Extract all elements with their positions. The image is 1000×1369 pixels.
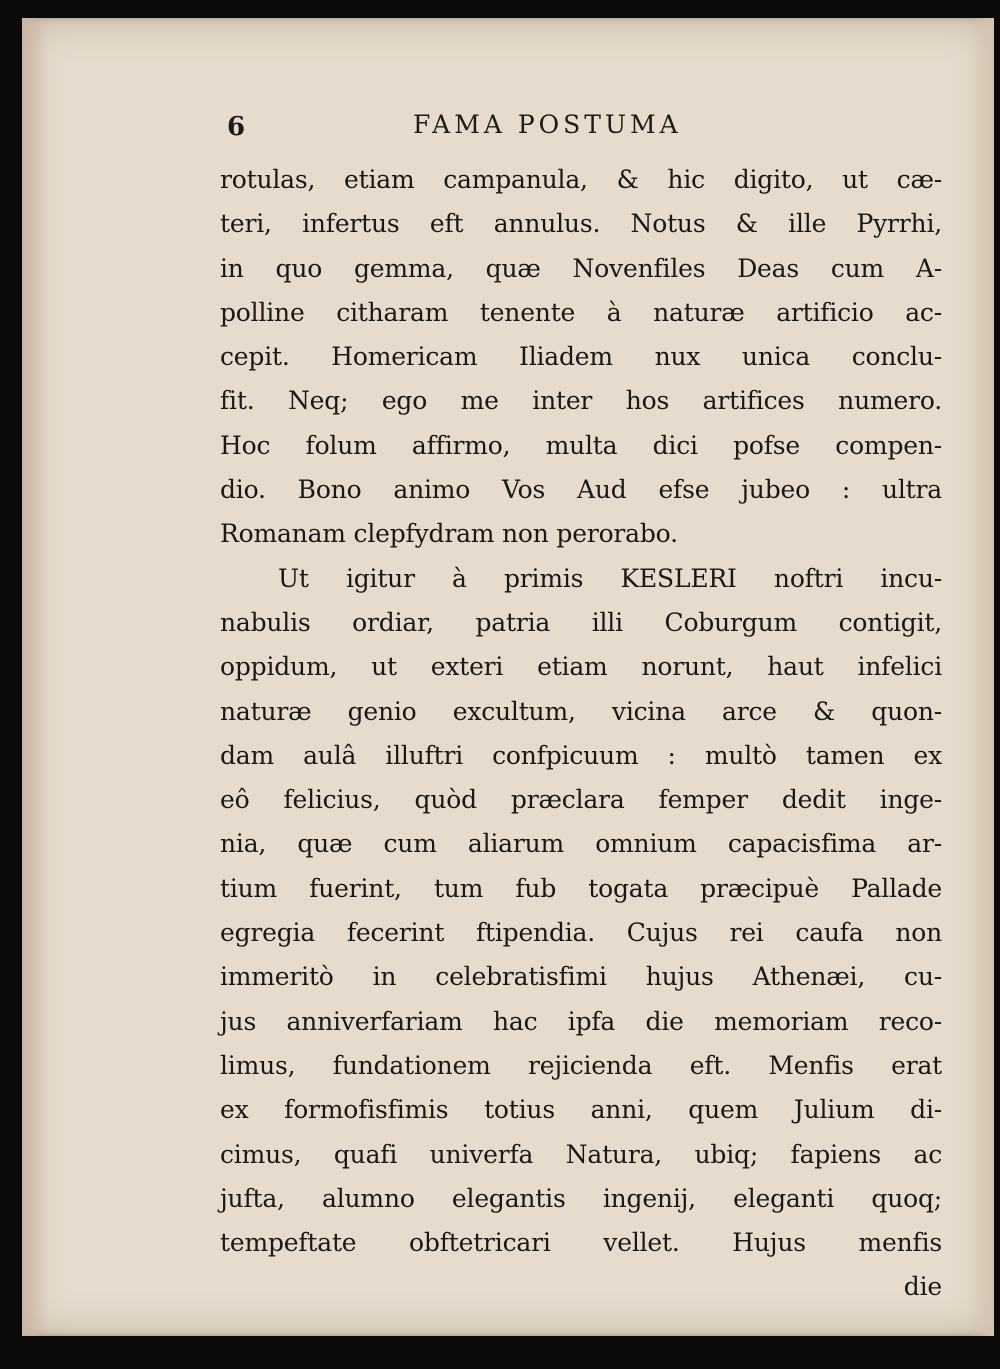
text-line: naturæ genio excultum, vicina arce & quon- (220, 696, 942, 726)
body-text (220, 158, 942, 1310)
text-line: polline citharam tenente à naturæ artificio ac- (220, 297, 942, 327)
text-line: Hoc folum affirmo, multa dici pofse compen- (220, 430, 942, 460)
text-line: Ut igitur à primis KESLERI noftri incu- (278, 563, 942, 593)
text-line: rotulas, etiam campanula, & hic digito, ut cæ- (220, 165, 942, 194)
text-line: tempeftate obftetricari vellet. Hujus menfis (220, 1228, 942, 1258)
text-line: limus, fundationem rejicienda eft. Menfis erat (220, 1050, 942, 1080)
page-edge-shadow (970, 18, 994, 1336)
text-line: cepit. Homericam Iliadem nux unica conclu- (220, 342, 942, 372)
text-line: cimus, quafi univerfa Natura, ubiq; fapiens ac (220, 1139, 942, 1169)
text-line: egregia fecerint ftipendia. Cujus rei caufa non (220, 918, 942, 948)
text-line: oppidum, ut exteri etiam norunt, haut infelici (220, 652, 942, 682)
text-line: teri, infertus eft annulus. Notus & ille Pyrrhi, (220, 209, 942, 239)
text-line: nabulis ordiar, patria illi Coburgum contigit, (220, 607, 942, 637)
text-line: Romanam clepfydram non perorabo. (220, 519, 678, 549)
text-line: dio. Bono animo Vos Aud efse jubeo : ultra (220, 475, 942, 505)
text-line: eô felicius, quòd præclara femper dedit inge- (220, 785, 942, 815)
text-line: in quo gemma, quæ Novenfiles Deas cum A- (220, 253, 942, 283)
text-line: jus anniverfariam hac ipfa die memoriam reco- (220, 1006, 942, 1036)
book-page (22, 18, 994, 1336)
text-line: dam aulâ illuftri confpicuum : multò tamen ex (220, 740, 942, 770)
text-line: immeritò in celebratisfimi hujus Athenæi, cu- (220, 962, 942, 992)
text-line: jufta, alumno elegantis ingenij, eleganti quoq; (220, 1183, 942, 1213)
text-line: ex formofisfimis totius anni, quem Julium di- (220, 1095, 942, 1125)
page-gutter-shadow (22, 18, 48, 1336)
page-title: FAMA POSTUMA (413, 110, 682, 139)
running-head (227, 110, 947, 150)
page-number: 6 (227, 112, 246, 142)
text-line: nia, quæ cum aliarum omnium capacisfima ar- (220, 829, 942, 859)
text-line: fit. Neq; ego me inter hos artifices numero. (220, 386, 942, 416)
catchword: die (903, 1272, 942, 1302)
text-line: tium fuerint, tum fub togata præcipuè Pallade (220, 873, 942, 903)
